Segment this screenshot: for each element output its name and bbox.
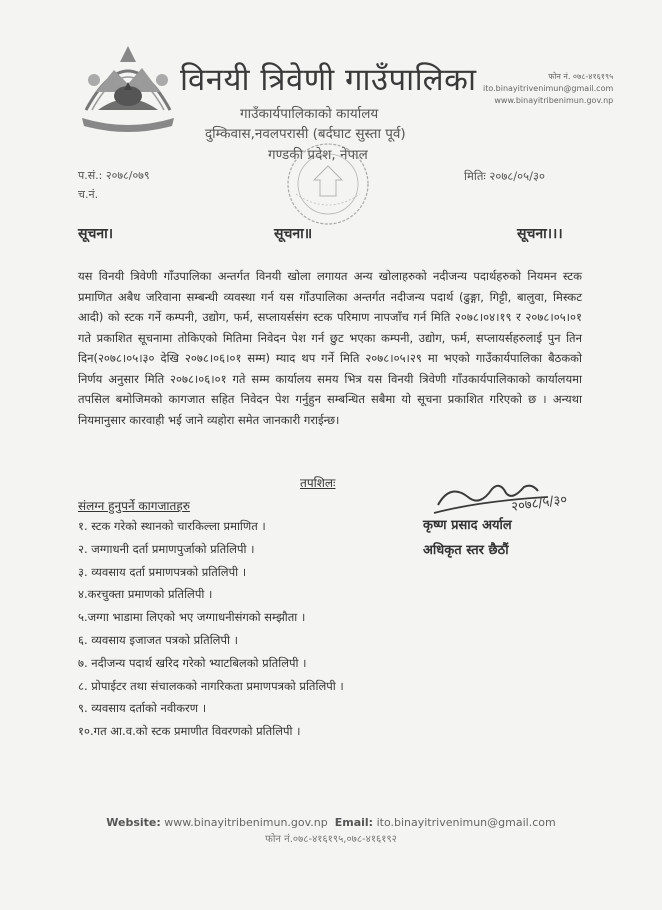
contact-website: www.binayitribenimun.gov.np	[494, 96, 614, 105]
notice-body: यस विनयी त्रिवेणी गाँउपालिका अन्तर्गत विनयी खोला लगायत अन्य खोलाहरुको नदीजन्य पदार्थहरुको नियमन स्टक प्रमाणित अबैध जरिवाना सम्बन्धी व्यवस्था गर्न यस गाँउपालिका अन्तर्गत नदीजन्य पदार्थ (ढुङ्गा, गिट्टी, बालुवा, मिस्कट आदी) को स्टक गर्ने कम्पनी, उद्योग, फर्म, सप्लायर्ससंग स्टक परिमाण नापजाँच गर्न मिति २०७८।०४।१९ र २०७८।०५।०१ गते प्रकाशित सूचनामा तोकिएको मितिमा निवेदन पेश गर्न छुट भएका कम्पनी, उद्योग, फर्म, सप्लायर्सहरुलाई पुन तिन दिन(२०७८।०५।३० देखि २०७८।०६।०१ सम्म) म्याद थप गर्ने मिति २०७८।०५।२९ मा भएको गाउँकार्यपालिका बैठकको निर्णय अनुसार मिति २०७८।०६।०१ गते सम्म कार्यालय समय भित्र यस विनयी त्रिवेणी गाँउकार्यपालिकाको कार्यालयमा तपसिल बमोजिमको कागजात सहित निवेदन पेश गर्नुहुन सम्बन्धित सबैमा यो सूचना प्रकाशित गरिएको छ । अन्यथा नियमानुसार कारवाही भई जाने व्यहोरा समेत जानकारी गराईन्छ।	[78, 269, 582, 427]
contact-phone: फोन नं. ०७८-४१६१९५	[548, 72, 614, 81]
list-item: ९. व्यवसाय दर्ताको नवीकरण ।	[78, 701, 207, 716]
list-item: ५.जग्गा भाडामा लिएको भए जग्गाधनीसंगको सम्झौता ।	[78, 610, 306, 625]
list-item: २. जग्गाधनी दर्ता प्रमाणपुर्जाको प्रतिलिपी ।	[78, 541, 255, 556]
notice-heading-right: सूचना।।।	[517, 226, 563, 242]
province-name: गण्डकी प्रदेश, नेपाल	[268, 147, 368, 163]
issue-date: मितिः २०७८/०५/३०	[464, 169, 545, 183]
contact-email: ito.binayitrivenimun@gmail.com	[483, 84, 614, 93]
signatory-name: कृष्ण प्रसाद अर्याल	[423, 518, 512, 533]
footer-contact	[0, 816, 662, 829]
footer-email: ito.binayitrivenimun@gmail.com	[376, 816, 556, 829]
attachments-list	[78, 515, 344, 743]
office-name: गाउँकार्यपालिकाको कार्यालय	[240, 106, 379, 122]
list-item: ४.करचुक्ता प्रमाणको प्रतिलिपी ।	[78, 587, 213, 602]
notice-heading-center: सूचना॥	[274, 226, 313, 242]
list-item: १. स्टक गरेको स्थानको चारकिल्ला प्रमाणित ।	[78, 519, 266, 533]
signature-date: २०७८/५/३०	[510, 492, 569, 515]
list-item: ६. व्यवसाय इजाजत पत्रको प्रतिलिपी ।	[78, 632, 238, 647]
chalani-number: च.नं.	[78, 188, 99, 201]
list-item: ७. नदीजन्य पदार्थ खरिद गरेको भ्याटबिलको प्रतिलिपी ।	[78, 655, 307, 670]
patra-sankhya: प.सं.: २०७८/०७९	[78, 169, 150, 182]
list-item: ८. प्रोपाईटर तथा संचालकको नागरिकता प्रमाणपत्रको प्रतिलिपी ।	[78, 678, 344, 693]
municipality-title: विनयी त्रिवेणी गाउँपालिका	[180, 62, 477, 98]
list-item: १०.गत आ.व.को स्टक प्रमाणीत विवरणको प्रतिलिपी ।	[78, 724, 301, 739]
government-emblem-icon	[78, 40, 178, 132]
footer-website: www.binayitribenimun.gov.np	[164, 816, 328, 829]
office-address: दुम्किवास,नवलपरासी (बर्दघाट सुस्ता पूर्व)	[205, 126, 406, 142]
footer-email-label: Email:	[334, 816, 374, 829]
footer-website-label: Website:	[106, 816, 161, 829]
footer-phone: फोन नं.०७८-४१६१९५,०७८-४१६१९२	[265, 834, 397, 845]
tapsil-heading: तपशिलः	[300, 476, 336, 490]
office-seal-stamp	[284, 140, 372, 228]
signatory-role: अधिकृत स्तर छैठौं	[423, 543, 509, 558]
notice-heading-left: सूचना।	[78, 226, 114, 242]
attachments-heading: संलग्न हुनुपर्ने कागजातहरु	[78, 499, 190, 513]
reference-block	[78, 166, 150, 204]
contact-block	[483, 71, 613, 107]
list-item: ३. व्यवसाय दर्ता प्रमाणपत्रको प्रतिलिपी ।	[78, 564, 247, 579]
